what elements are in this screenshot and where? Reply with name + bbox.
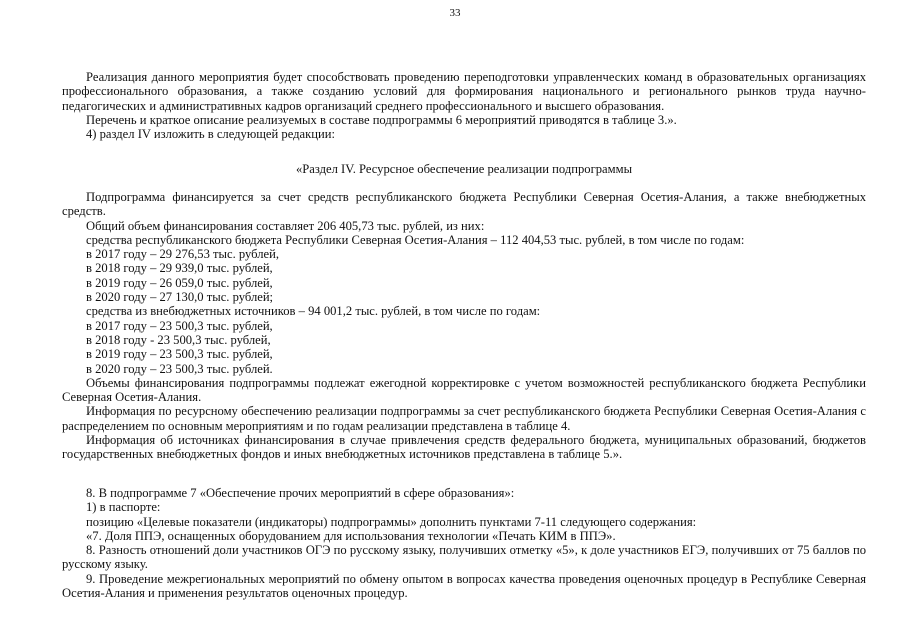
funding-block (62, 190, 866, 462)
section-title: «Раздел IV. Ресурсное обеспечение реализации подпрограммы (295, 162, 633, 176)
section8-paragraph: 1) в паспорте: (86, 500, 161, 515)
funding-line: в 2017 году – 23 500,3 тыс. рублей, (86, 318, 273, 333)
funding-intro: Подпрограмма финансируется за счет средств республиканского бюджета Республики Северная Осетия-Алания, а также внебюджетных средств. (62, 190, 866, 219)
page-number: 33 (449, 7, 461, 19)
section8-paragraph: позицию «Целевые показатели (индикаторы) подпрограммы» дополнить пунктами 7-11 следующего содержания: (86, 514, 697, 529)
section8-paragraph: 9. Проведение межрегиональных мероприятий по обмену опытом в вопросах качества проведения оценочных процедур в Республике Северная Осетия-Алания и применения результатов оценочных процедур. (62, 571, 866, 601)
funding-line: в 2020 году – 23 500,3 тыс. рублей. (86, 361, 273, 376)
note-paragraph: Информация об источниках финансирования в случае привлечения средств федерального бюджета, муниципальных образований, бюджетов государственных внебюджетных фондов и иных внебюджетных источников представлена в таблице 5.». (62, 433, 866, 462)
funding-line: в 2017 году – 29 276,53 тыс. рублей, (86, 247, 280, 262)
note-paragraph: Объемы финансирования подпрограммы подлежат ежегодной корректировке с учетом возможностей республиканского бюджета Республики Северная Осетия-Алания. (62, 375, 866, 405)
funding-line: Общий объем финансирования составляет 206 405,73 тыс. рублей, из них: (86, 218, 485, 233)
funding-line: в 2018 году – 29 939,0 тыс. рублей, (86, 261, 273, 276)
funding-line: в 2020 году – 27 130,0 тыс. рублей; (86, 290, 274, 305)
funding-line: средства республиканского бюджета Республики Северная Осетия-Алания – 112 404,53 тыс. рублей, в том числе по годам: (86, 232, 745, 247)
intro-paragraph: Реализация данного мероприятия будет способствовать проведению переподготовки управленческих команд в образовательных организациях профессионального образования, а также созданию условий для формирования национального и регионального рынков труда научно-педагогических и административных кадров организаций среднего профессионального и высшего образования. (62, 70, 866, 113)
note-paragraph: Информация по ресурсному обеспечению реализации подпрограммы за счет республиканского бюджета Республики Северная Осетия-Алания с распределением по основным мероприятиям и по годам реализации представлена в таблице 4. (62, 404, 866, 433)
section-heading-block (62, 162, 866, 176)
section8-paragraph: «7. Доля ППЭ, оснащенных оборудованием для использования технологии «Печать КИМ в ППЭ». (86, 528, 616, 543)
intro-block (62, 70, 866, 141)
funding-line: в 2018 году - 23 500,3 тыс. рублей, (86, 332, 271, 347)
intro-paragraph: Перечень и краткое описание реализуемых в составе подпрограммы 6 мероприятий приводятся в таблице 3.». (86, 112, 677, 127)
funding-line: в 2019 году – 23 500,3 тыс. рублей, (86, 347, 273, 362)
funding-line: в 2019 году – 26 059,0 тыс. рублей, (86, 275, 273, 290)
section8-paragraph: 8. В подпрограмме 7 «Обеспечение прочих мероприятий в сфере образования»: (86, 486, 515, 500)
funding-line: средства из внебюджетных источников – 94 001,2 тыс. рублей, в том числе по годам: (86, 304, 541, 319)
section8-block (62, 486, 866, 600)
intro-paragraph: 4) раздел IV изложить в следующей редакции: (86, 127, 335, 142)
section8-paragraph: 8. Разность отношений доли участников ОГЭ по русскому языку, получивших отметку «5», к доле участников ЕГЭ, получивших от 75 баллов по русскому языку. (62, 543, 866, 572)
